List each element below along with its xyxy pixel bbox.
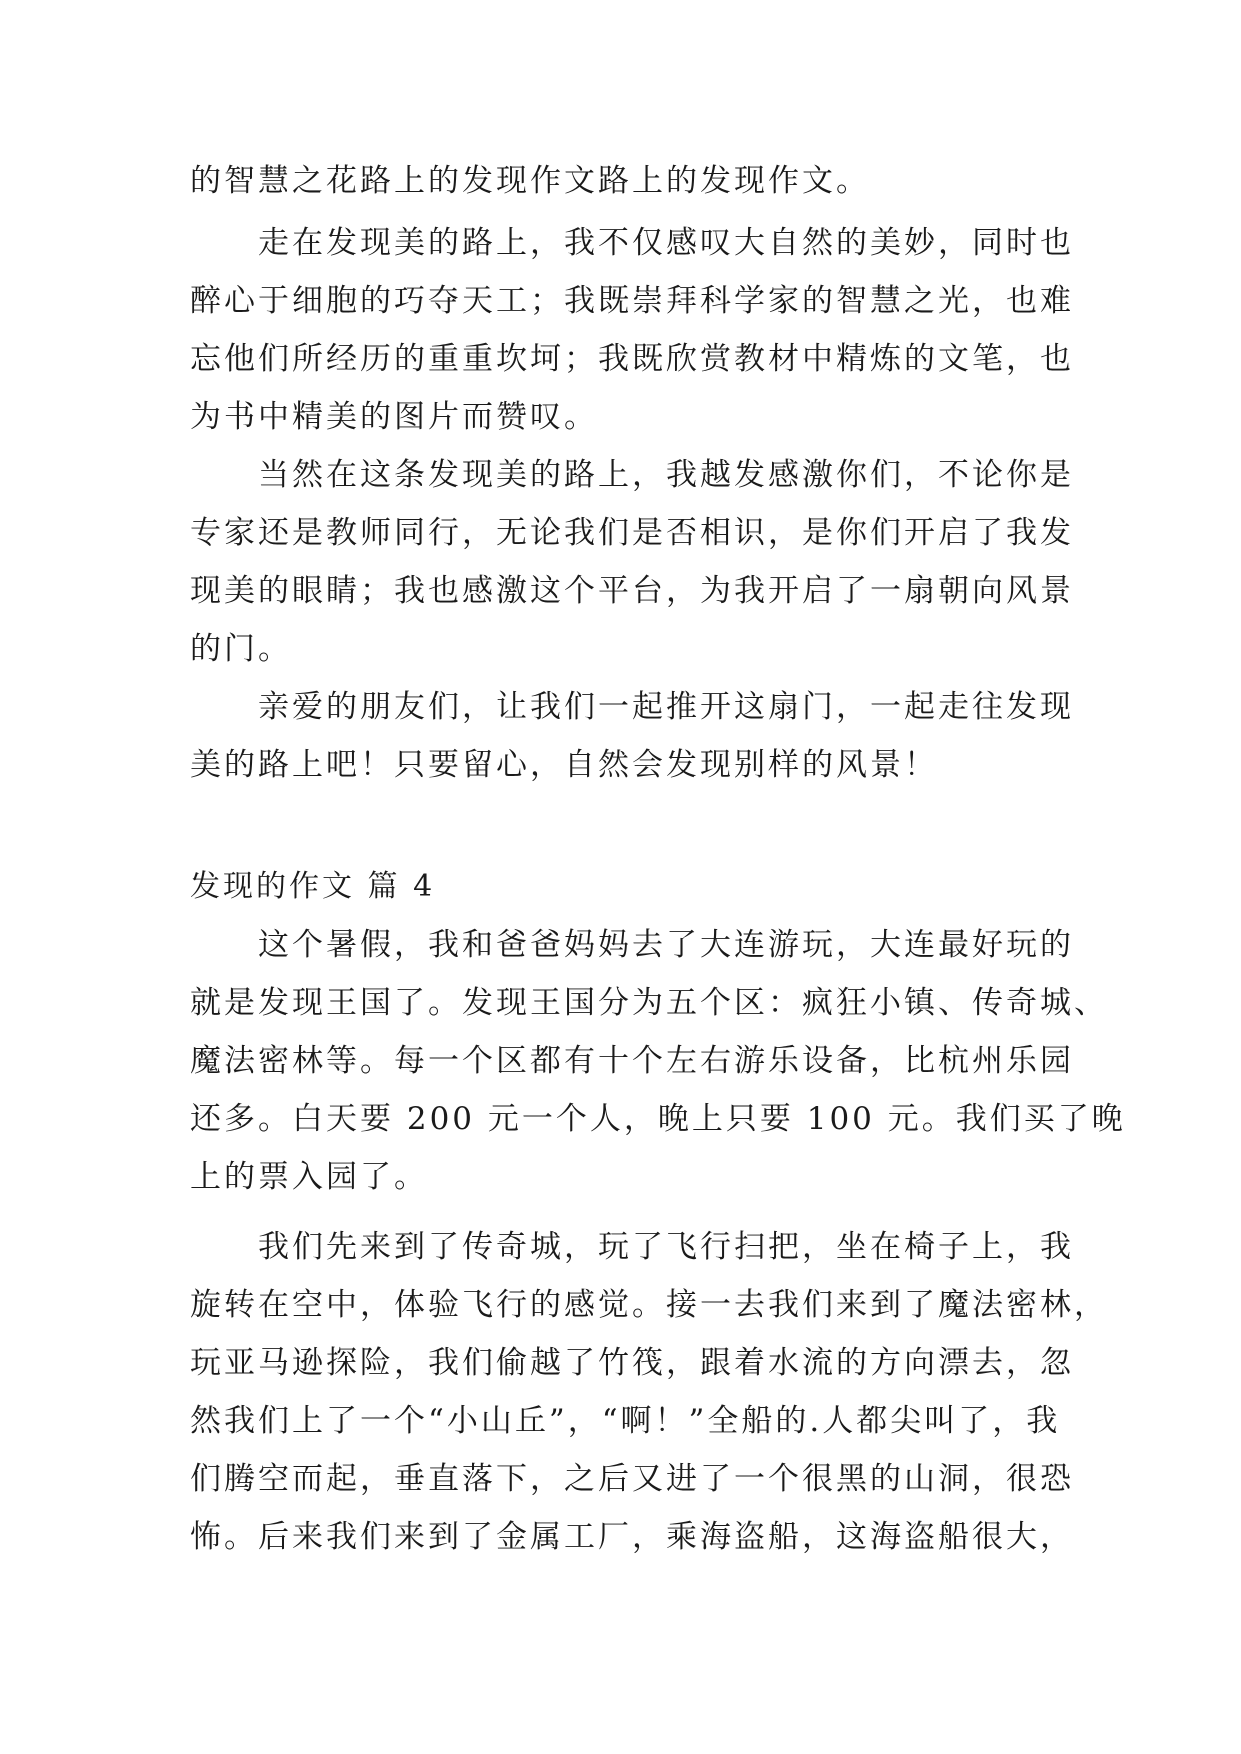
paragraph-line: 美的路上吧！只要留心，自然会发现别样的风景！ [190,747,938,783]
paragraph-line: 玩亚马逊探险，我们偷越了竹筏，跟着水流的方向漂去，忽 [190,1345,1074,1381]
paragraph-line: 为书中精美的图片而赞叹。 [190,399,598,435]
paragraph-line: 走在发现美的路上，我不仅感叹大自然的美妙，同时也 [258,225,1074,261]
paragraph-line: 专家还是教师同行，无论我们是否相识，是你们开启了我发 [190,515,1074,551]
paragraph-line: 还多。白天要 200 元一个人，晚上只要 100 元。我们买了晚 [190,1101,1126,1137]
paragraph-line: 亲爱的朋友们，让我们一起推开这扇门，一起走往发现 [258,689,1074,725]
paragraph-line: 现美的眼睛；我也感激这个平台，为我开启了一扇朝向风景 [190,573,1074,609]
paragraph-line: 醉心于细胞的巧夺天工；我既崇拜科学家的智慧之光，也难 [190,283,1074,319]
paragraph-line: 这个暑假，我和爸爸妈妈去了大连游玩，大连最好玩的 [258,927,1074,963]
paragraph-line: 们腾空而起，垂直落下，之后又进了一个很黑的山洞，很恐 [190,1461,1074,1497]
paragraph-line: 怖。后来我们来到了金属工厂，乘海盗船，这海盗船很大， [190,1519,1074,1555]
paragraph-line: 的门。 [190,631,292,667]
paragraph-line: 上的票入园了。 [190,1159,428,1195]
paragraph-line: 忘他们所经历的重重坎坷；我既欣赏教材中精炼的文笔，也 [190,341,1074,377]
paragraph-line: 当然在这条发现美的路上，我越发感激你们，不论你是 [258,457,1074,493]
paragraph-line: 魔法密林等。每一个区都有十个左右游乐设备，比杭州乐园 [190,1043,1074,1079]
paragraph-line: 的智慧之花路上的发现作文路上的发现作文。 [190,163,870,199]
paragraph-line: 就是发现王国了。发现王国分为五个区：疯狂小镇、传奇城、 [190,985,1108,1021]
section-heading: 发现的作文 篇 4 [190,869,436,904]
paragraph-line: 我们先来到了传奇城，玩了飞行扫把，坐在椅子上，我 [258,1229,1074,1265]
paragraph-line: 然我们上了一个“小山丘”，“啊！”全船的.人都尖叫了，我 [190,1403,1061,1439]
paragraph-line: 旋转在空中，体验飞行的感觉。接一去我们来到了魔法密林， [190,1287,1108,1323]
